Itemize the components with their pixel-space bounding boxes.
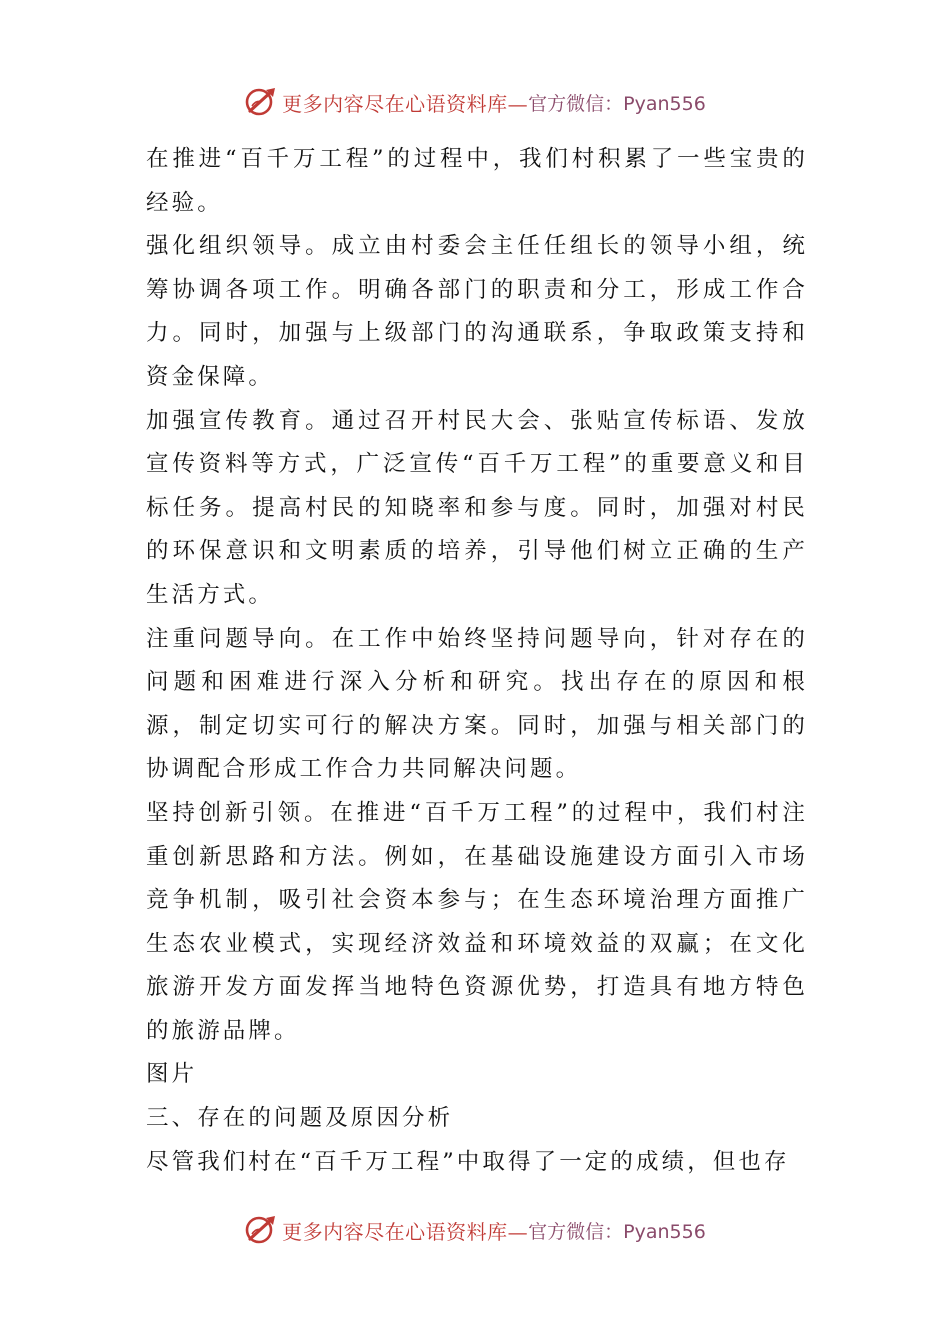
- header-banner: [0, 82, 950, 122]
- paragraph: 加强宣传教育。通过召开村民大会、张贴宣传标语、发放宣传资料等方式，广泛宣传“百千万工程”的重要意义和目标任务。提高村民的知晓率和参与度。同时，加强对村民的环保意识和文明素质的培养，引导他们树立正确的生产生活方式。: [146, 407, 808, 608]
- banner-wechat: 官方微信：Pyan556: [528, 92, 706, 115]
- paragraph: 强化组织领导。成立由村委会主任任组长的领导小组，统筹协调各项工作。明确各部门的职责和分工，形成工作合力。同时，加强与上级部门的沟通联系，争取政策支持和资金保障。: [146, 233, 808, 390]
- paragraph: 坚持创新引领。在推进“百千万工程”的过程中，我们村注重创新思路和方法。例如，在基础设施建设方面引入市场竞争机制，吸引社会资本参与；在生态环境治理方面推广生态农业模式，实现经济效益和环境效益的双赢；在文化旅游开发方面发挥当地特色资源优势，打造具有地方特色的旅游品牌。: [146, 799, 808, 1044]
- paragraph: 尽管我们村在“百千万工程”中取得了一定的成绩，但也存: [146, 1148, 790, 1175]
- banner-text: 更多内容尽在心语资料库—: [282, 91, 529, 116]
- pen-logo-icon: [244, 1213, 278, 1247]
- banner-text: 更多内容尽在心语资料库—: [282, 1219, 529, 1244]
- section-heading: 三、存在的问题及原因分析: [146, 1105, 454, 1132]
- pen-logo-icon: [244, 85, 278, 119]
- document-body: [146, 138, 808, 1184]
- footer-banner: [0, 1210, 950, 1250]
- paragraph: 在推进“百千万工程”的过程中，我们村积累了一些宝贵的经验。: [146, 146, 808, 216]
- banner-wechat: 官方微信：Pyan556: [528, 1220, 706, 1243]
- image-placeholder-label: 图片: [146, 1061, 198, 1088]
- paragraph: 注重问题导向。在工作中始终坚持问题导向，针对存在的问题和困难进行深入分析和研究。找出存在的原因和根源，制定切实可行的解决方案。同时，加强与相关部门的协调配合形成工作合力共同解决问题。: [146, 625, 808, 783]
